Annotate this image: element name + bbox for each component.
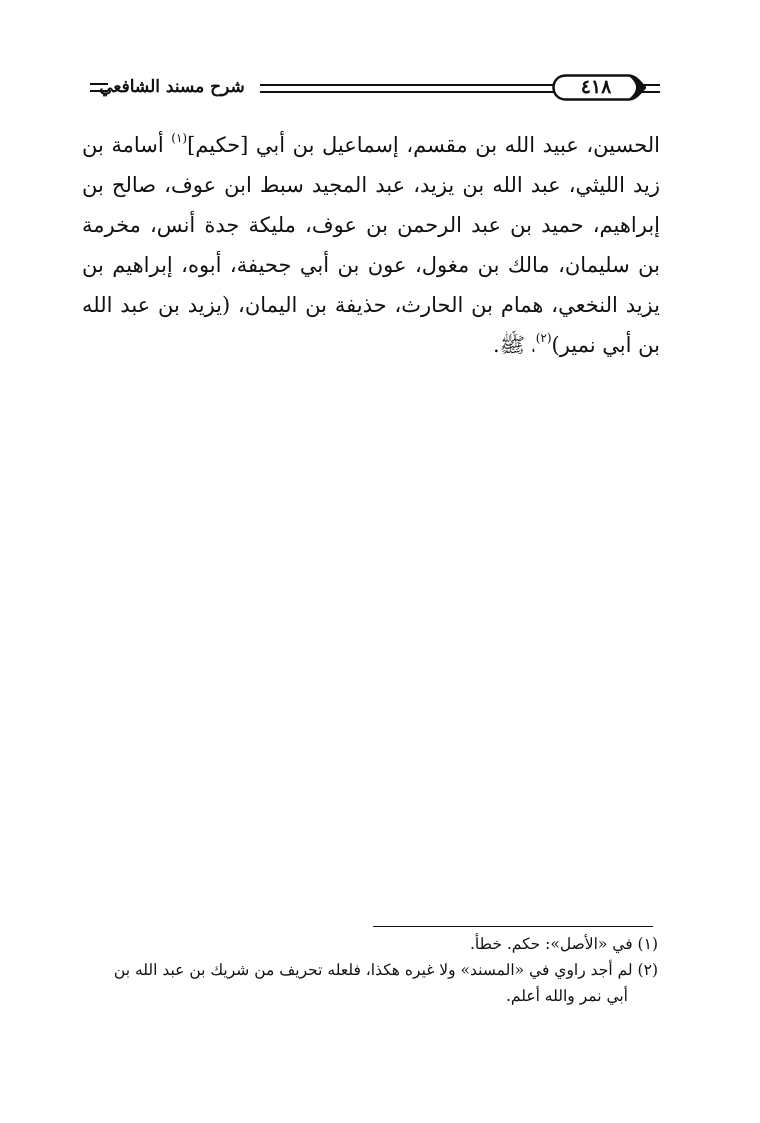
main-text xyxy=(82,125,660,365)
main-text-part-1: الحسين، عبيد الله بن مقسم، إسماعيل بن أبي [حكيم] xyxy=(187,133,660,157)
header-ornament-right xyxy=(642,84,660,93)
footnote-2-continuation: أبي نمر والله أعلم. xyxy=(505,987,628,1005)
main-text-part-3: ، ﷺ. xyxy=(492,333,536,357)
header-rule xyxy=(260,84,592,93)
footnote-separator xyxy=(373,926,653,927)
page-number: ٤١٨ xyxy=(580,76,612,98)
page-number-badge xyxy=(552,74,646,101)
main-text-part-2: أسامة بن زيد الليثي، عبد الله بن يزيد، عبد المجيد سبط ابن عوف، صالح بن إبراهيم، حميد بن عبد الرحمن بن عوف، مليكة جدة أنس، مخرمة بن سليمان، مالك بن مغول، عون بن أبي جحيفة، أبوه، إبراهيم بن يزيد النخعي، همام بن الحارث، حذيفة بن اليمان، (يزيد بن عبد الله بن أبي نمير) xyxy=(82,133,660,357)
footnote-2: (٢) لم أجد راوي في «المسند» ولا غيره هكذا، فلعله تحريف من شريك بن عبد الله بن xyxy=(113,961,658,979)
book-title: شرح مسند الشافعي xyxy=(99,77,245,97)
footnote-ref-2[interactable]: (٢) xyxy=(535,331,552,345)
footnotes xyxy=(82,931,658,1009)
header-ornament-left xyxy=(90,83,108,92)
footnote-1: (١) في «الأصل»: حكم. خطأ. xyxy=(469,935,658,953)
footnote-ref-1[interactable]: (١) xyxy=(171,131,188,145)
page-header xyxy=(82,70,660,110)
